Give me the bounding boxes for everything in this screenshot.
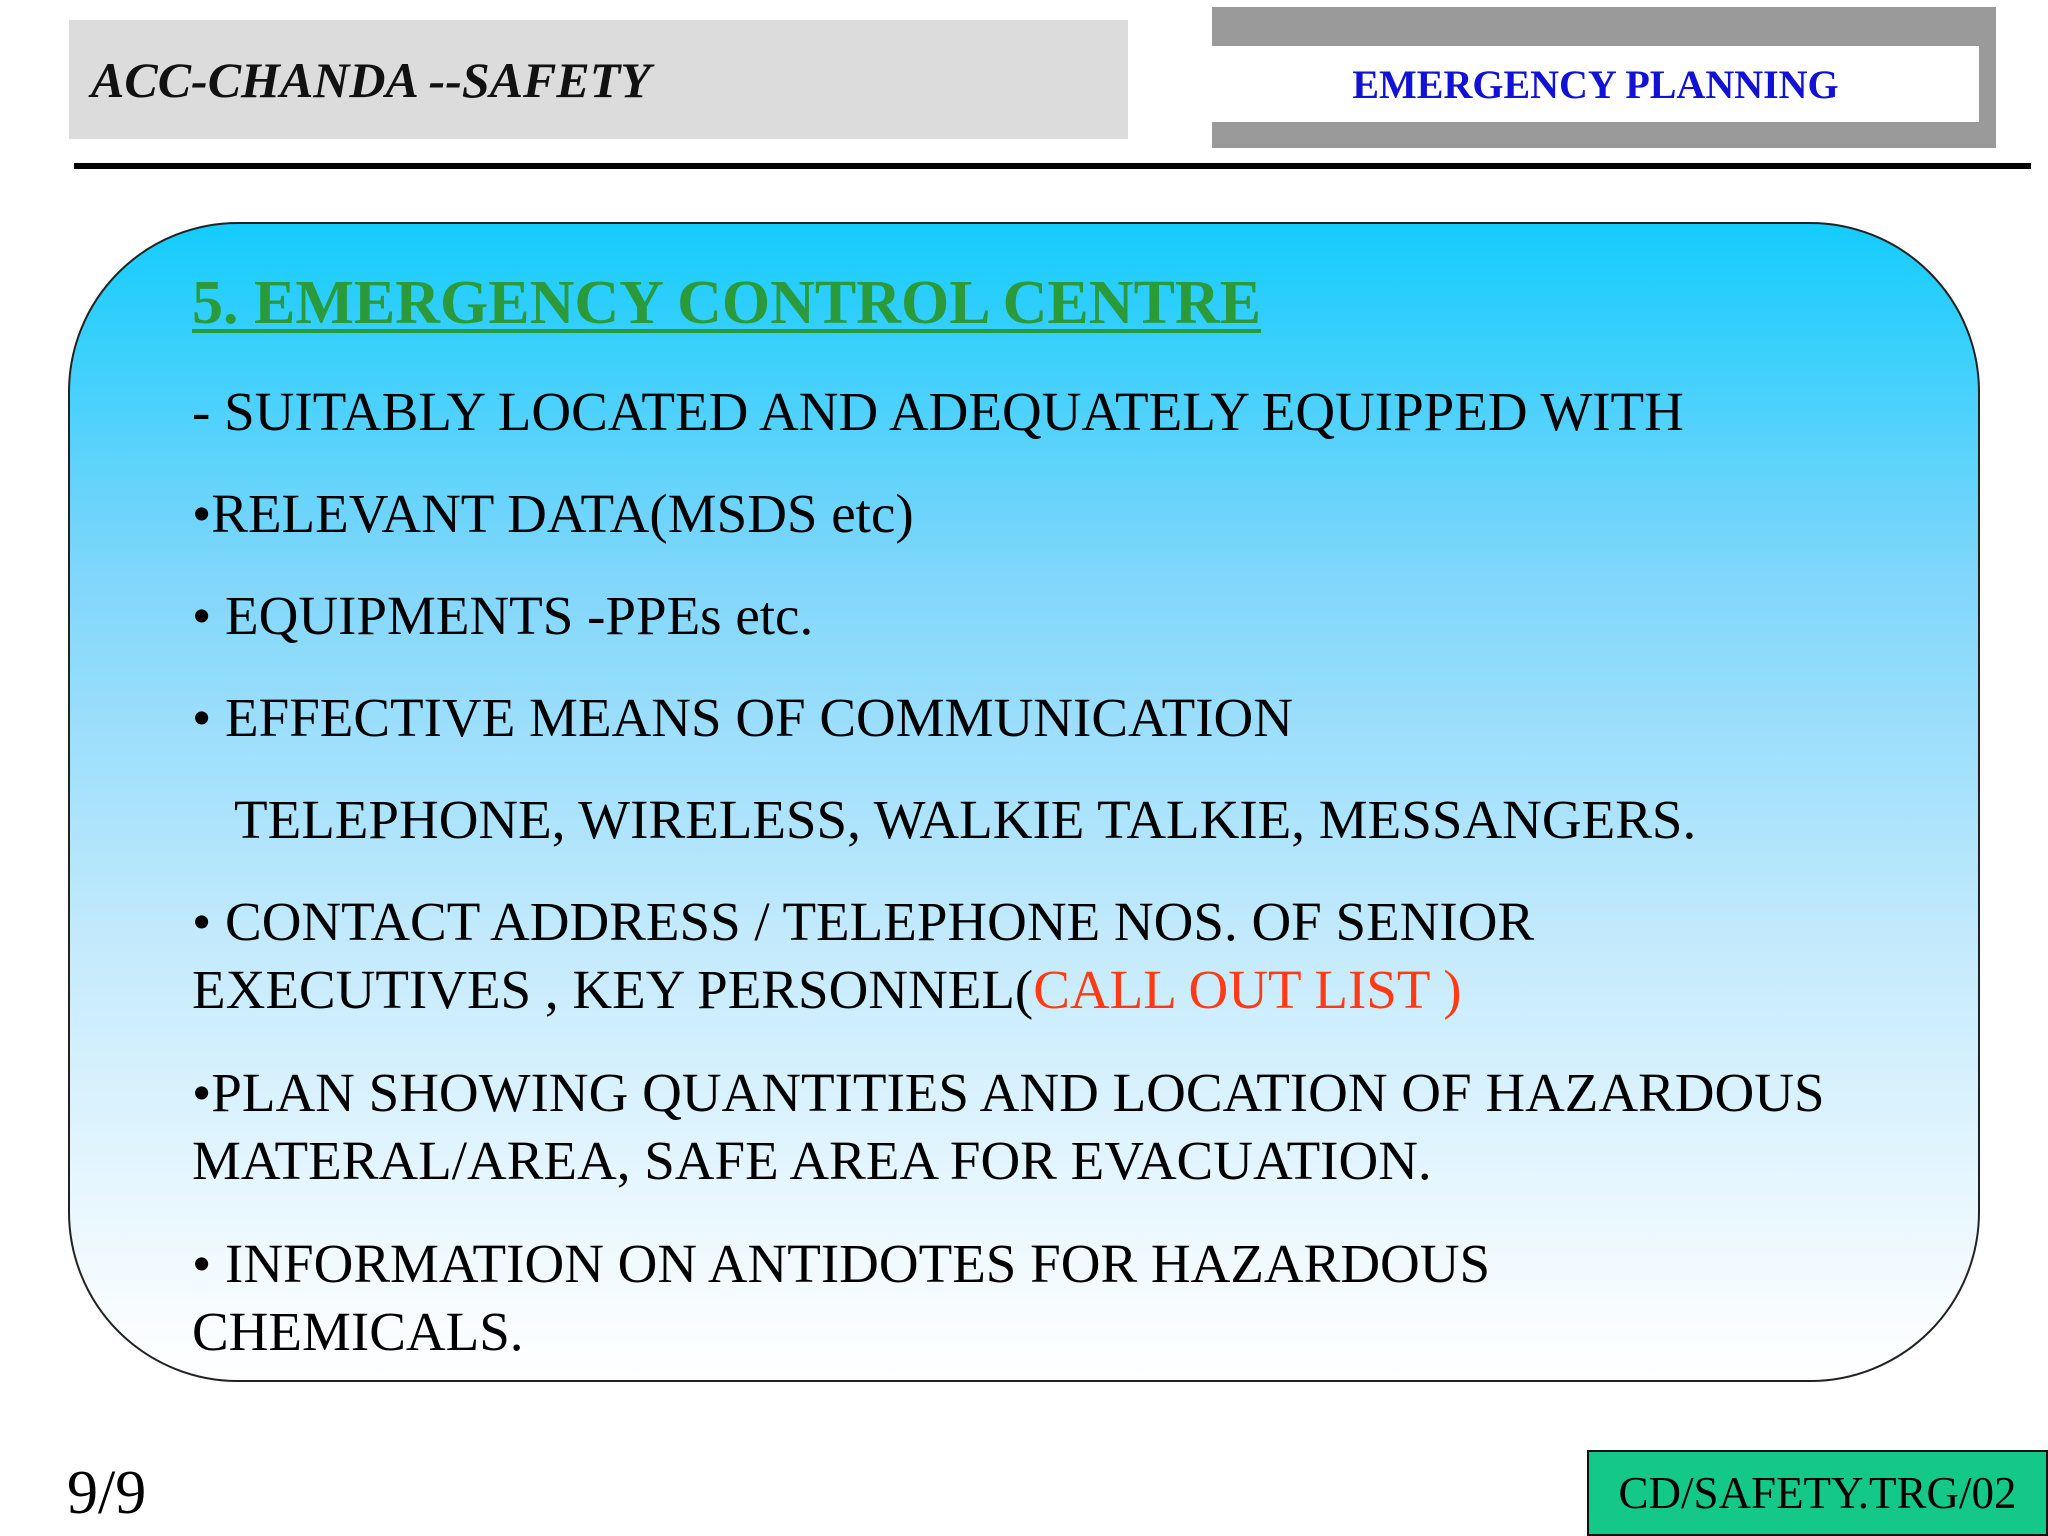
- list-item-communication: • EFFECTIVE MEANS OF COMMUNICATION: [192, 687, 1293, 748]
- document-code-text: CD/SAFETY.TRG/02: [1618, 1468, 2017, 1518]
- antidote-line-1: • INFORMATION ON ANTIDOTES FOR HAZARDOUS: [192, 1233, 1491, 1294]
- communication-detail: TELEPHONE, WIRELESS, WALKIE TALKIE, MESSANGERS.: [234, 789, 1697, 850]
- page-number: 9/9: [67, 1459, 147, 1527]
- section-title: 5. EMERGENCY CONTROL CENTRE: [192, 269, 1262, 337]
- header-right-title-text: EMERGENCY PLANNING: [1352, 61, 1839, 107]
- contact-line-2: [192, 956, 1462, 1024]
- contact-line-1: • CONTACT ADDRESS / TELEPHONE NOS. OF SENIOR: [192, 891, 1535, 952]
- call-out-list-highlight: CALL OUT LIST ): [1033, 959, 1462, 1020]
- antidote-line-2: CHEMICALS.: [192, 1301, 524, 1362]
- list-item-relevant-data: •RELEVANT DATA(MSDS etc): [192, 483, 914, 544]
- document-code-badge: [1587, 1450, 2048, 1536]
- plan-line-1: •PLAN SHOWING QUANTITIES AND LOCATION OF HAZARDOUS: [192, 1062, 1825, 1123]
- contact-line-2-text: EXECUTIVES , KEY PERSONNEL(: [192, 959, 1034, 1020]
- plan-line-2: MATERAL/AREA, SAFE AREA FOR EVACUATION.: [192, 1130, 1432, 1191]
- list-item-equipments: • EQUIPMENTS -PPEs etc.: [192, 585, 814, 646]
- intro-line: - SUITABLY LOCATED AND ADEQUATELY EQUIPPED WITH: [192, 381, 1684, 442]
- header-left-title: [69, 20, 1128, 139]
- header-divider: [74, 163, 2031, 169]
- header-left-title-text: ACC-CHANDA --SAFETY: [91, 51, 651, 108]
- header-right-title: [1212, 46, 1979, 122]
